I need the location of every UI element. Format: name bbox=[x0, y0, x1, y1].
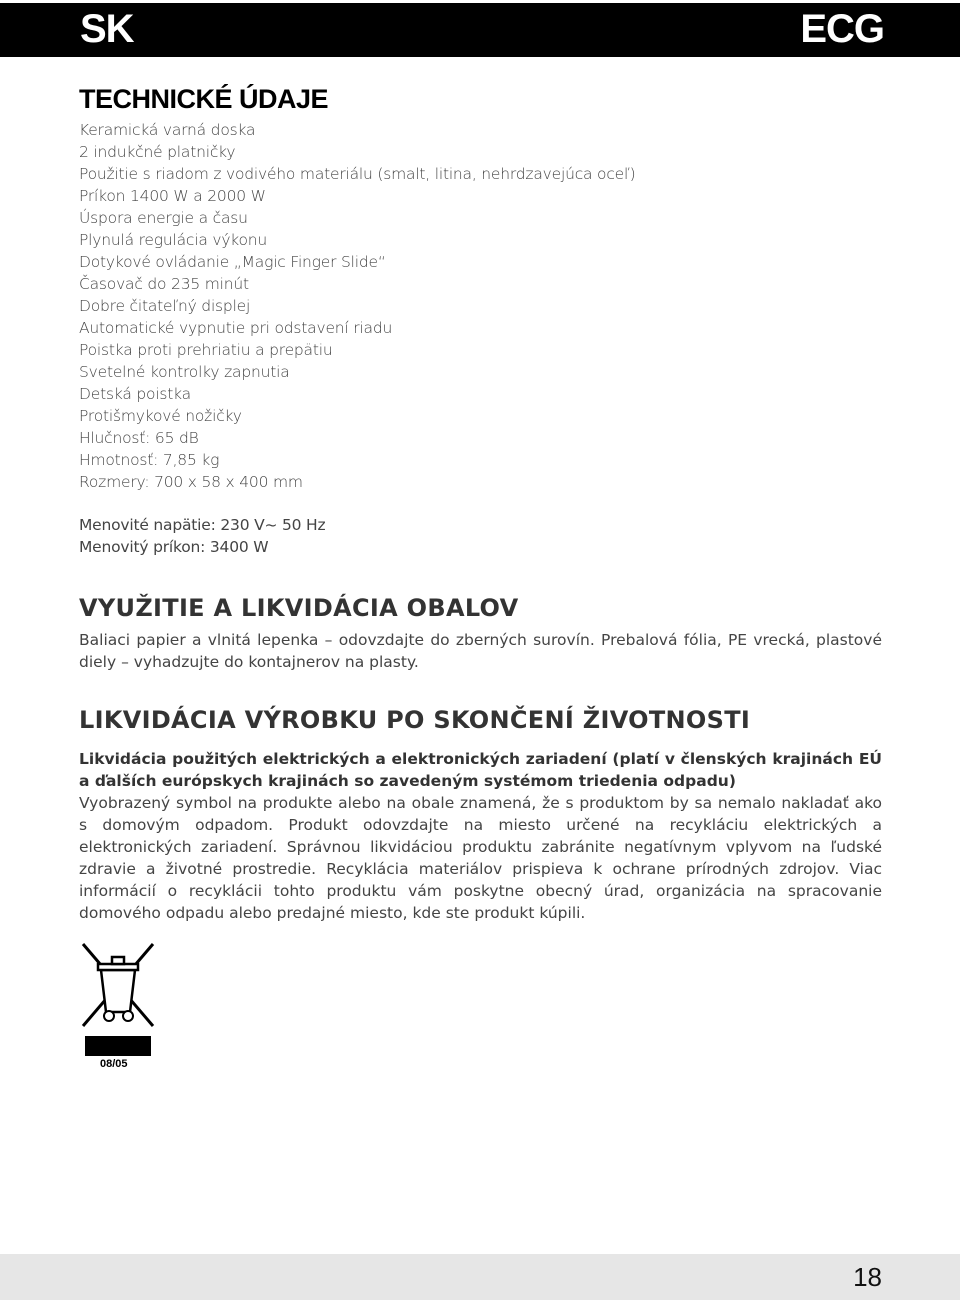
spec-item: Svetelné kontrolky zapnutia bbox=[79, 363, 290, 381]
spec-item: Časovač do 235 minút bbox=[79, 275, 249, 293]
brand-logo: ECG bbox=[800, 7, 884, 51]
weee-code: 08/05 bbox=[100, 1058, 128, 1070]
spec-item: Detská poistka bbox=[79, 385, 191, 403]
disposal-bold-text: Likvidácia použitých elektrických a elektronických zariadení (platí v členských krajinách EÚ a ďalších európskych krajinách so zavedeným systémom triedenia odpadu) bbox=[79, 750, 882, 790]
spec-item: Menovité napätie: 230 V~ 50 Hz bbox=[79, 516, 326, 534]
spec-item: Použitie s riadom z vodivého materiálu (smalt, litina, nehrdzavejúca oceľ) bbox=[79, 165, 636, 183]
spec-item: Rozmery: 700 x 58 x 400 mm bbox=[79, 473, 303, 491]
spec-item: Príkon 1400 W a 2000 W bbox=[79, 187, 266, 205]
packaging-text: Baliaci papier a vlnitá lepenka – odovzdajte do zberných surovín. Prebalová fólia, PE vrecká, plastové diely – vyhadzujte do kontajnerov na plasty. bbox=[79, 631, 882, 671]
disposal-title: LIKVIDÁCIA VÝROBKU PO SKONČENÍ ŽIVOTNOSTI bbox=[79, 706, 751, 734]
spec-item: Dobre čitateľný displej bbox=[79, 297, 251, 315]
spec-item: Dotykové ovládanie „Magic Finger Slide“ bbox=[79, 253, 386, 271]
spec-item: Plynulá regulácia výkonu bbox=[79, 231, 268, 249]
weee-black-bar bbox=[85, 1036, 151, 1056]
spec-item: Hlučnosť: 65 dB bbox=[79, 429, 199, 447]
spec-item: Automatické vypnutie pri odstavení riadu bbox=[79, 319, 393, 337]
packaging-title: VYUŽITIE A LIKVIDÁCIA OBALOV bbox=[79, 594, 519, 622]
spec-item: Poistka proti prehriatiu a prepätiu bbox=[79, 341, 333, 359]
spec-item: Protišmykové nožičky bbox=[79, 407, 242, 425]
page-header bbox=[0, 3, 960, 57]
disposal-text: Vyobrazený symbol na produkte alebo na obale znamená, že s produktom by sa nemalo nakladať ako s domovým odpadom. Produkt odovzdajte na miesto určené na recykláciu elektrických a elektronických zariadení. Správnou likvidáciou produktu zabránite negatívnym vplyvom na ľudské zdravie a životné prostredie. Recyklácia materiálov prispieva k ochrane prírodných zdrojov. Viac informácií o recyklácii tohto produktu vám poskytne obecný úrad, organizácia na spracovanie domového odpadu alebo predajné miesto, kde ste produkt kúpili. bbox=[79, 794, 882, 922]
tech-specs-list bbox=[79, 119, 635, 493]
spec-item: Menovitý príkon: 3400 W bbox=[79, 538, 269, 556]
spec-item: Úspora energie a času bbox=[79, 209, 248, 227]
spec-item: Hmotnosť: 7,85 kg bbox=[79, 451, 220, 469]
language-code: SK bbox=[80, 7, 134, 51]
page-footer bbox=[0, 1254, 960, 1300]
crossed-out-wheelie-bin-icon bbox=[79, 940, 157, 1030]
page-number: 18 bbox=[853, 1262, 882, 1292]
spec-item: Keramická varná doska bbox=[79, 121, 256, 139]
tech-specs-title: TECHNICKÉ ÚDAJE bbox=[79, 84, 329, 114]
electrical-specs-list bbox=[79, 514, 325, 558]
spec-item: 2 indukčné platničky bbox=[79, 143, 236, 161]
